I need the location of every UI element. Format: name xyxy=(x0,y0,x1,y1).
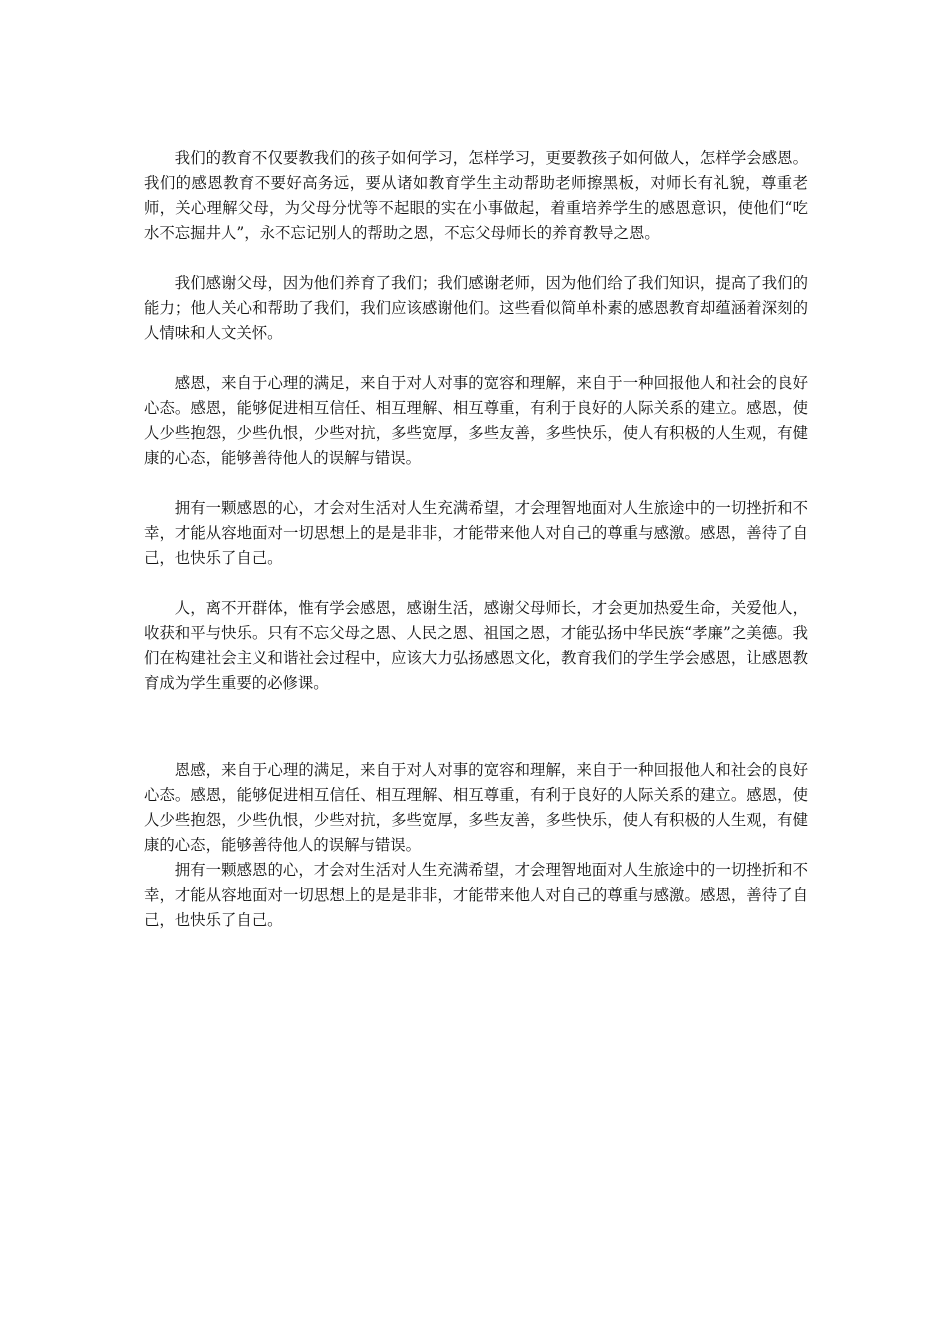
document-body xyxy=(144,146,808,933)
paragraph-spacer xyxy=(144,571,808,596)
paragraph-community: 人，离不开群体，惟有学会感恩，感谢生活，感谢父母师长，才会更加热爱生命，关爱他人，收获和平与快乐。只有不忘父母之恩、人民之恩、祖国之恩，才能弘扬中华民族“孝廉”之美德。我们在构建社会主义和谐社会过程中，应该大力弘扬感恩文化，教育我们的学生学会感恩，让感恩教育成为学生重要的必修课。 xyxy=(144,599,808,692)
paragraph-grateful-heart: 拥有一颗感恩的心，才会对生活对人生充满希望，才会理智地面对人生旅途中的一切挫折和不幸，才能从容地面对一切思想上的是是非非，才能带来他人对自己的尊重与感激。感恩，善待了自己，也快乐了自己。 xyxy=(144,499,808,567)
paragraph-thanks-parents: 我们感谢父母，因为他们养育了我们；我们感谢老师，因为他们给了我们知识，提高了我们的能力；他人关心和帮助了我们，我们应该感谢他们。这些看似简单朴素的感恩教育却蕴涵着深刻的人情味和人文关怀。 xyxy=(144,274,808,342)
section-spacer xyxy=(144,696,808,758)
paragraph-spacer xyxy=(144,471,808,496)
paragraph-gratitude-origin-repeat: 恩感，来自于心理的满足，来自于对人对事的宽容和理解，来自于一种回报他人和社会的良好心态。感恩，能够促进相互信任、相互理解、相互尊重，有利于良好的人际关系的建立。感恩，使人少些抱怨，少些仇恨，少些对抗，多些宽厚，多些友善，多些快乐，使人有积极的人生观，有健康的心态，能够善待他人的误解与错误。 xyxy=(144,761,808,854)
paragraph-education: 我们的教育不仅要教我们的孩子如何学习，怎样学习，更要教孩子如何做人，怎样学会感恩。我们的感恩教育不要好高务远，要从诸如教育学生主动帮助老师擦黑板，对师长有礼貌，尊重老师，关心理解父母，为父母分忧等不起眼的实在小事做起，着重培养学生的感恩意识，使他们“吃水不忘掘井人”，永不忘记别人的帮助之恩，不忘父母师长的养育教导之恩。 xyxy=(144,149,808,242)
paragraph-grateful-heart-repeat: 拥有一颗感恩的心，才会对生活对人生充满希望，才会理智地面对人生旅途中的一切挫折和不幸，才能从容地面对一切思想上的是是非非，才能带来他人对自己的尊重与感激。感恩，善待了自己，也快乐了自己。 xyxy=(144,861,808,929)
paragraph-gratitude-origin: 感恩，来自于心理的满足，来自于对人对事的宽容和理解，来自于一种回报他人和社会的良好心态。感恩，能够促进相互信任、相互理解、相互尊重，有利于良好的人际关系的建立。感恩，使人少些抱怨，少些仇恨，少些对抗，多些宽厚，多些友善，多些快乐，使人有积极的人生观，有健康的心态，能够善待他人的误解与错误。 xyxy=(144,374,808,467)
paragraph-spacer xyxy=(144,246,808,271)
paragraph-spacer xyxy=(144,346,808,371)
